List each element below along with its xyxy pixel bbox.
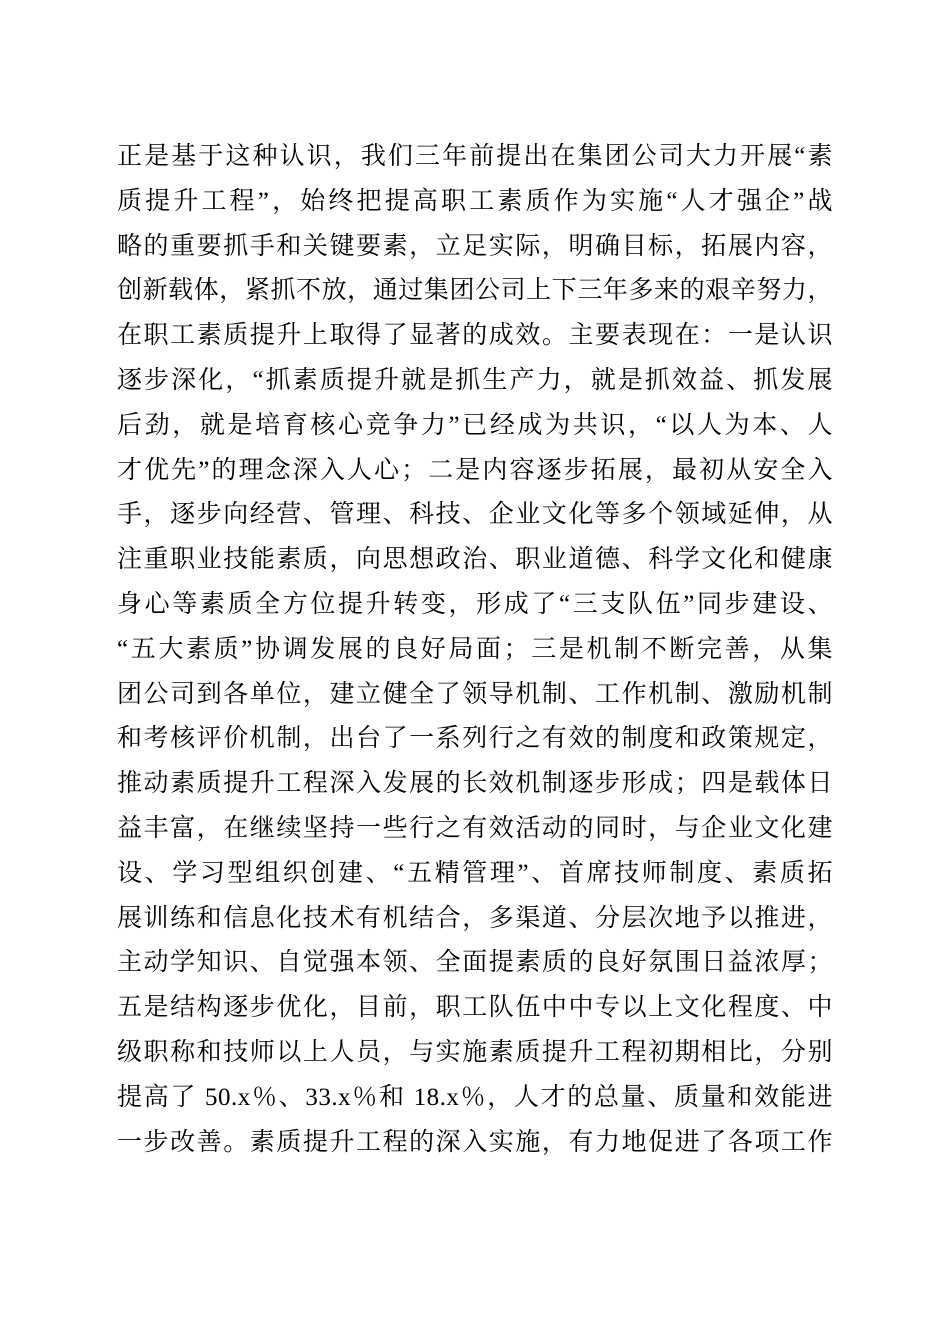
text-line: 才优先”的理念深入人心；二是内容逐步拓展，最初从安全入 bbox=[117, 456, 833, 484]
text-line: 注重职业技能素质，向思想政治、职业道德、科学文化和健康 bbox=[117, 546, 833, 574]
paragraph-block bbox=[117, 135, 833, 1165]
text-line: 主动学知识、自觉强本领、全面提素质的良好氛围日益浓厚； bbox=[117, 949, 833, 977]
text-line: 略的重要抓手和关键要素，立足实际，明确目标，拓展内容， bbox=[117, 232, 833, 260]
text-line: 后劲，就是培育核心竞争力”已经成为共识，“以人为本、人 bbox=[117, 411, 833, 439]
text-line: 和考核评价机制，出台了一系列行之有效的制度和政策规定， bbox=[117, 725, 833, 753]
text-line: 展训练和信息化技术有机结合，多渠道、分层次地予以推进， bbox=[117, 904, 833, 932]
text-line: 逐步深化，“抓素质提升就是抓生产力，就是抓效益、抓发展 bbox=[117, 366, 833, 394]
text-line: 推动素质提升工程深入发展的长效机制逐步形成；四是载体日 bbox=[117, 770, 833, 798]
text-line: 五是结构逐步优化，目前，职工队伍中中专以上文化程度、中 bbox=[117, 994, 833, 1022]
text-line: 提高了 50.x％、33.x％和 18.x％，人才的总量、质量和效能进 bbox=[117, 1083, 833, 1111]
text-line: 一步改善。素质提升工程的深入实施，有力地促进了各项工作 bbox=[117, 1128, 833, 1156]
text-line: 团公司到各单位，建立健全了领导机制、工作机制、激励机制 bbox=[117, 680, 833, 708]
text-line: 益丰富，在继续坚持一些行之有效活动的同时，与企业文化建 bbox=[117, 814, 833, 842]
text-line: “五大素质”协调发展的良好局面；三是机制不断完善，从集 bbox=[117, 635, 833, 663]
text-line: 质提升工程”，始终把提高职工素质作为实施“人才强企”战 bbox=[117, 187, 833, 215]
text-line: 身心等素质全方位提升转变，形成了“三支队伍”同步建设、 bbox=[117, 590, 833, 618]
text-line: 级职称和技师以上人员，与实施素质提升工程初期相比，分别 bbox=[117, 1038, 833, 1066]
text-line: 设、学习型组织创建、“五精管理”、首席技师制度、素质拓 bbox=[117, 859, 833, 887]
text-line: 手，逐步向经营、管理、科技、企业文化等多个领域延伸，从 bbox=[117, 501, 833, 529]
text-line: 创新载体，紧抓不放，通过集团公司上下三年多来的艰辛努力， bbox=[117, 277, 833, 305]
text-line: 正是基于这种认识，我们三年前提出在集团公司大力开展“素 bbox=[117, 143, 833, 170]
text-line: 在职工素质提升上取得了显著的成效。主要表现在：一是认识 bbox=[117, 322, 833, 350]
